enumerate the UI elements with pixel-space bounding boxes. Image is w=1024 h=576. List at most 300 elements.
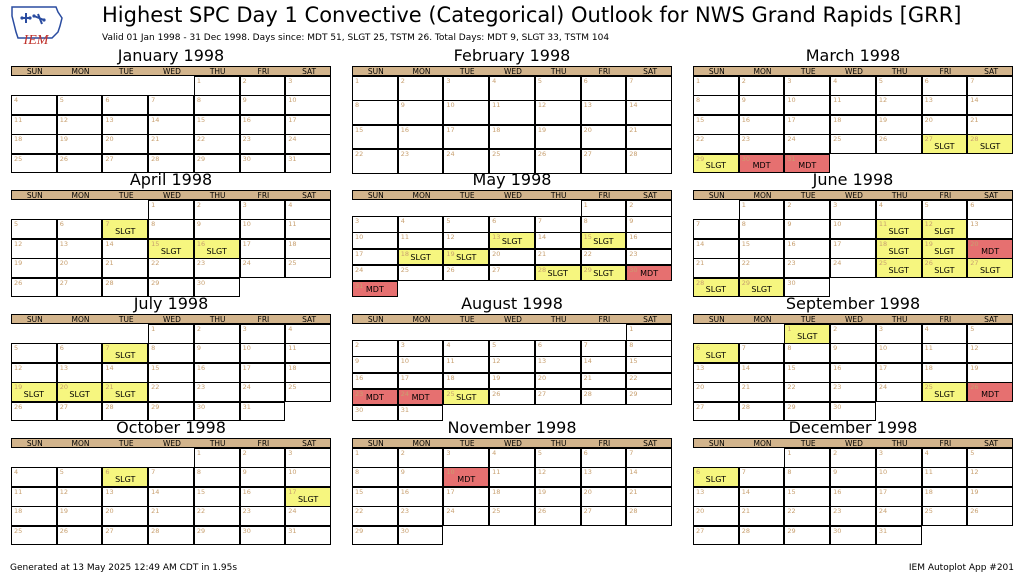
day-number: 3 bbox=[242, 201, 247, 209]
day-number: 7 bbox=[970, 77, 975, 85]
day-number: 16 bbox=[196, 239, 206, 248]
weekday-header bbox=[11, 190, 331, 200]
day-cell bbox=[489, 232, 535, 249]
day-number: 7 bbox=[741, 344, 746, 353]
day-number: 23 bbox=[400, 149, 409, 158]
day-cell bbox=[535, 487, 581, 507]
day-number: 15 bbox=[196, 487, 206, 496]
day-cell bbox=[11, 115, 57, 135]
day-number: 30 bbox=[242, 154, 251, 163]
day-number: 18 bbox=[924, 363, 933, 372]
day-number: 17 bbox=[446, 125, 455, 134]
day-number: 13 bbox=[59, 239, 68, 248]
weekday-label: THU bbox=[891, 439, 908, 448]
day-number: 11 bbox=[400, 233, 409, 242]
day-cell bbox=[11, 95, 57, 115]
day-cell bbox=[102, 487, 148, 507]
day-number: 13 bbox=[970, 220, 979, 229]
day-cell bbox=[626, 448, 672, 468]
day-number: 4 bbox=[492, 449, 497, 457]
day-number: 7 bbox=[151, 96, 156, 105]
day-number: 12 bbox=[970, 468, 979, 477]
day-cell bbox=[581, 149, 627, 174]
weekday-label: SAT bbox=[643, 191, 658, 200]
day-cell bbox=[489, 448, 535, 468]
weekday-label: SAT bbox=[302, 67, 317, 76]
day-cell bbox=[240, 115, 286, 135]
day-number: 2 bbox=[833, 325, 838, 333]
day-cell bbox=[626, 356, 672, 373]
weekday-label: TUE bbox=[800, 191, 816, 200]
day-number: 26 bbox=[970, 507, 979, 516]
day-number: 30 bbox=[355, 405, 364, 414]
outlook-label: MDT bbox=[640, 269, 659, 279]
day-cell bbox=[352, 526, 398, 546]
day-number: 22 bbox=[741, 259, 750, 268]
day-number: 23 bbox=[242, 507, 251, 516]
day-cell bbox=[489, 76, 535, 101]
day-number: 23 bbox=[741, 135, 750, 144]
outlook-label: SLGT bbox=[115, 227, 136, 237]
day-cell bbox=[830, 200, 876, 220]
day-number: 20 bbox=[696, 507, 705, 516]
generated-note: Generated at 13 May 2025 12:49 AM CDT in 1.95s bbox=[10, 563, 238, 573]
day-cell bbox=[626, 487, 672, 507]
day-number: 26 bbox=[970, 383, 979, 392]
day-cell bbox=[102, 382, 148, 402]
day-number: 15 bbox=[196, 115, 206, 124]
day-cell bbox=[581, 249, 627, 266]
day-number: 1 bbox=[696, 77, 701, 85]
day-number: 14 bbox=[537, 233, 547, 242]
day-cell bbox=[352, 448, 398, 468]
day-number: 21 bbox=[629, 487, 638, 496]
day-cell bbox=[967, 506, 1013, 526]
day-cell bbox=[967, 219, 1013, 239]
day-cell bbox=[876, 526, 922, 546]
day-cell bbox=[285, 115, 331, 135]
day-cell bbox=[967, 467, 1013, 487]
day-number: 18 bbox=[400, 249, 409, 258]
day-cell bbox=[57, 239, 103, 259]
weekday-label: THU bbox=[891, 315, 908, 324]
day-cell bbox=[535, 100, 581, 125]
day-number: 14 bbox=[105, 239, 114, 248]
day-cell bbox=[443, 467, 489, 487]
day-cell bbox=[535, 340, 581, 357]
day-number: 21 bbox=[537, 249, 547, 258]
day-number: 1 bbox=[151, 325, 156, 333]
day-number: 4 bbox=[924, 325, 929, 333]
day-cell bbox=[11, 258, 57, 278]
day-number: 27 bbox=[105, 154, 114, 163]
day-number: 4 bbox=[14, 468, 19, 477]
day-number: 1 bbox=[787, 449, 792, 457]
day-number: 20 bbox=[970, 239, 979, 248]
weekday-label: THU bbox=[209, 67, 226, 76]
day-number: 3 bbox=[878, 325, 883, 333]
outlook-label: SLGT bbox=[979, 266, 1001, 276]
day-number: 25 bbox=[924, 383, 933, 392]
day-cell bbox=[194, 526, 240, 546]
day-number: 16 bbox=[741, 115, 750, 124]
day-cell bbox=[285, 200, 331, 220]
day-cell bbox=[240, 95, 286, 115]
day-number: 10 bbox=[833, 220, 842, 229]
day-cell bbox=[581, 389, 627, 406]
weekday-label: THU bbox=[209, 315, 226, 324]
day-number: 15 bbox=[741, 239, 750, 248]
day-cell bbox=[922, 487, 968, 507]
weekday-label: SAT bbox=[302, 191, 317, 200]
day-cell bbox=[102, 506, 148, 526]
day-cell bbox=[739, 506, 785, 526]
day-cell bbox=[443, 389, 489, 406]
outlook-label: SLGT bbox=[705, 285, 727, 295]
day-cell bbox=[739, 76, 785, 96]
day-cell bbox=[57, 487, 103, 507]
day-cell bbox=[11, 382, 57, 402]
day-cell bbox=[693, 506, 739, 526]
day-number: 16 bbox=[355, 373, 364, 382]
day-number: 6 bbox=[492, 217, 497, 226]
weekday-header bbox=[693, 190, 1013, 200]
day-number: 10 bbox=[288, 468, 297, 477]
day-number: 12 bbox=[537, 101, 547, 110]
day-cell bbox=[784, 219, 830, 239]
day-cell bbox=[285, 76, 331, 96]
weekday-label: FRI bbox=[939, 315, 952, 324]
day-number: 6 bbox=[970, 201, 975, 209]
outlook-label: SLGT bbox=[934, 246, 955, 256]
day-cell bbox=[581, 265, 627, 282]
day-cell bbox=[102, 219, 148, 239]
outlook-label: MDT bbox=[752, 161, 771, 171]
day-cell bbox=[352, 125, 398, 150]
day-number: 26 bbox=[14, 402, 23, 411]
day-cell bbox=[922, 200, 968, 220]
day-number: 12 bbox=[14, 239, 23, 248]
day-cell bbox=[876, 448, 922, 468]
day-cell bbox=[194, 219, 240, 239]
weekday-header bbox=[352, 190, 672, 200]
day-cell bbox=[967, 448, 1013, 468]
day-number: 16 bbox=[629, 233, 638, 242]
day-number: 19 bbox=[537, 125, 547, 134]
day-number: 17 bbox=[833, 239, 842, 248]
day-number: 22 bbox=[787, 383, 796, 392]
outlook-label: SLGT bbox=[934, 266, 955, 276]
day-number: 6 bbox=[59, 220, 64, 229]
day-cell bbox=[876, 115, 922, 135]
day-number: 6 bbox=[583, 77, 588, 85]
day-cell bbox=[581, 125, 627, 150]
day-number: 4 bbox=[14, 96, 19, 105]
day-number: 18 bbox=[492, 487, 501, 496]
day-number: 20 bbox=[924, 115, 933, 124]
day-cell bbox=[398, 149, 444, 174]
day-cell bbox=[57, 258, 103, 278]
weekday-label: SUN bbox=[26, 191, 43, 200]
weekday-label: TUE bbox=[118, 315, 134, 324]
day-cell bbox=[398, 356, 444, 373]
day-number: 27 bbox=[492, 265, 501, 274]
weekday-label: MON bbox=[753, 67, 772, 76]
day-number: 11 bbox=[492, 101, 501, 110]
day-cell bbox=[240, 448, 286, 468]
weekday-label: WED bbox=[163, 191, 181, 200]
day-number: 8 bbox=[355, 468, 360, 477]
day-cell bbox=[194, 324, 240, 344]
day-number: 10 bbox=[878, 468, 888, 477]
day-number: 13 bbox=[696, 487, 705, 496]
day-number: 13 bbox=[105, 115, 114, 124]
day-number: 2 bbox=[242, 449, 247, 457]
day-number: 18 bbox=[14, 507, 23, 516]
outlook-label: SLGT bbox=[797, 331, 818, 341]
weekday-label: TUE bbox=[118, 67, 134, 76]
day-cell bbox=[876, 76, 922, 96]
day-number: 21 bbox=[970, 115, 979, 124]
day-number: 28 bbox=[151, 154, 160, 163]
day-cell bbox=[535, 467, 581, 487]
day-number: 30 bbox=[400, 526, 409, 535]
day-number: 5 bbox=[970, 325, 975, 333]
day-number: 4 bbox=[400, 217, 405, 226]
day-number: 28 bbox=[741, 526, 750, 535]
day-number: 19 bbox=[492, 373, 501, 382]
day-cell bbox=[443, 216, 489, 233]
day-number: 4 bbox=[492, 77, 497, 85]
day-cell bbox=[194, 134, 240, 154]
day-number: 22 bbox=[151, 259, 160, 268]
day-number: 2 bbox=[355, 341, 360, 350]
day-cell bbox=[784, 506, 830, 526]
day-cell bbox=[626, 200, 672, 217]
weekday-label: SAT bbox=[984, 67, 999, 76]
day-number: 21 bbox=[741, 383, 750, 392]
day-cell bbox=[626, 506, 672, 526]
day-number: 27 bbox=[59, 278, 68, 287]
day-number: 25 bbox=[14, 526, 23, 535]
day-cell bbox=[581, 373, 627, 390]
day-cell bbox=[922, 95, 968, 115]
day-number: 24 bbox=[878, 507, 888, 516]
outlook-label: SLGT bbox=[705, 351, 727, 361]
weekday-label: THU bbox=[209, 191, 226, 200]
day-cell bbox=[784, 324, 830, 344]
day-cell bbox=[240, 324, 286, 344]
day-cell bbox=[922, 363, 968, 383]
day-cell bbox=[443, 373, 489, 390]
day-cell bbox=[784, 258, 830, 278]
day-cell bbox=[194, 487, 240, 507]
day-number: 7 bbox=[629, 77, 634, 85]
day-cell bbox=[443, 265, 489, 282]
day-cell bbox=[830, 219, 876, 239]
day-cell bbox=[240, 506, 286, 526]
day-number: 4 bbox=[878, 201, 883, 209]
weekday-label: WED bbox=[163, 439, 181, 448]
day-number: 17 bbox=[878, 487, 888, 496]
day-number: 14 bbox=[741, 363, 750, 372]
day-cell bbox=[693, 258, 739, 278]
day-cell bbox=[194, 363, 240, 383]
weekday-label: SUN bbox=[26, 67, 43, 76]
day-cell bbox=[967, 324, 1013, 344]
day-number: 10 bbox=[446, 468, 455, 477]
month-title: October 1998 bbox=[116, 418, 226, 437]
day-number: 12 bbox=[878, 96, 888, 105]
day-number: 30 bbox=[242, 526, 251, 535]
weekday-label: THU bbox=[891, 191, 908, 200]
day-number: 20 bbox=[696, 383, 705, 392]
day-cell bbox=[830, 258, 876, 278]
day-number: 11 bbox=[446, 357, 455, 366]
day-number: 3 bbox=[355, 217, 360, 226]
day-cell bbox=[57, 363, 103, 383]
day-cell bbox=[830, 95, 876, 115]
day-number: 1 bbox=[151, 201, 156, 209]
day-cell bbox=[148, 363, 194, 383]
day-number: 21 bbox=[105, 259, 114, 268]
day-number: 24 bbox=[242, 259, 251, 268]
day-cell bbox=[285, 448, 331, 468]
day-number: 25 bbox=[492, 149, 501, 158]
day-cell bbox=[240, 258, 286, 278]
day-cell bbox=[11, 363, 57, 383]
day-number: 2 bbox=[242, 77, 247, 85]
weekday-label: WED bbox=[845, 439, 863, 448]
weekday-label: SAT bbox=[984, 315, 999, 324]
day-number: 29 bbox=[151, 278, 160, 287]
day-cell bbox=[967, 200, 1013, 220]
day-cell bbox=[148, 115, 194, 135]
day-number: 25 bbox=[878, 259, 888, 268]
day-number: 3 bbox=[446, 449, 451, 457]
day-cell bbox=[626, 389, 672, 406]
day-cell bbox=[830, 76, 876, 96]
day-number: 15 bbox=[151, 239, 160, 248]
day-cell bbox=[922, 76, 968, 96]
day-cell bbox=[148, 258, 194, 278]
day-cell bbox=[11, 219, 57, 239]
day-cell bbox=[11, 506, 57, 526]
day-number: 12 bbox=[59, 115, 68, 124]
weekday-label: FRI bbox=[257, 315, 270, 324]
weekday-label: THU bbox=[209, 439, 226, 448]
day-cell bbox=[443, 249, 489, 266]
day-cell bbox=[830, 343, 876, 363]
day-cell bbox=[148, 506, 194, 526]
day-cell bbox=[489, 125, 535, 150]
day-number: 9 bbox=[787, 220, 792, 229]
iem-logo-graphic bbox=[8, 4, 64, 48]
day-number: 18 bbox=[446, 373, 455, 382]
weekday-label: MON bbox=[71, 315, 90, 324]
day-cell bbox=[102, 115, 148, 135]
day-cell bbox=[489, 506, 535, 526]
day-number: 14 bbox=[151, 115, 160, 124]
day-cell bbox=[240, 343, 286, 363]
outlook-label: SLGT bbox=[115, 390, 136, 400]
day-number: 6 bbox=[696, 344, 701, 353]
day-number: 11 bbox=[14, 487, 23, 496]
weekday-header bbox=[352, 314, 672, 324]
day-number: 27 bbox=[924, 135, 933, 144]
outlook-label: SLGT bbox=[934, 142, 955, 152]
day-number: 26 bbox=[878, 135, 888, 144]
day-number: 3 bbox=[878, 449, 883, 457]
day-number: 4 bbox=[833, 77, 838, 85]
day-cell bbox=[352, 487, 398, 507]
day-number: 27 bbox=[537, 389, 547, 398]
day-number: 1 bbox=[196, 449, 201, 457]
day-number: 12 bbox=[446, 233, 455, 242]
day-number: 7 bbox=[741, 468, 746, 477]
day-number: 13 bbox=[696, 363, 705, 372]
day-cell bbox=[489, 389, 535, 406]
day-cell bbox=[967, 95, 1013, 115]
day-number: 5 bbox=[924, 201, 929, 209]
day-number: 27 bbox=[696, 526, 705, 535]
day-cell bbox=[194, 343, 240, 363]
weekday-label: SUN bbox=[367, 439, 384, 448]
day-number: 12 bbox=[537, 468, 547, 477]
day-cell bbox=[352, 389, 398, 406]
day-number: 18 bbox=[833, 115, 842, 124]
day-number: 26 bbox=[492, 389, 501, 398]
day-cell bbox=[352, 232, 398, 249]
day-number: 9 bbox=[400, 468, 405, 477]
day-cell bbox=[626, 373, 672, 390]
day-cell bbox=[967, 239, 1013, 259]
day-cell bbox=[240, 134, 286, 154]
day-cell bbox=[876, 343, 922, 363]
day-cell bbox=[581, 232, 627, 249]
day-cell bbox=[830, 324, 876, 344]
day-number: 12 bbox=[924, 220, 933, 229]
day-cell bbox=[194, 467, 240, 487]
month-title: April 1998 bbox=[129, 170, 213, 189]
outlook-label: SLGT bbox=[888, 227, 909, 237]
day-cell bbox=[535, 249, 581, 266]
day-cell bbox=[626, 125, 672, 150]
day-number: 26 bbox=[924, 259, 933, 268]
day-number: 20 bbox=[492, 249, 501, 258]
day-cell bbox=[922, 115, 968, 135]
weekday-label: WED bbox=[504, 67, 522, 76]
day-cell bbox=[489, 356, 535, 373]
weekday-label: FRI bbox=[598, 191, 611, 200]
day-cell bbox=[148, 95, 194, 115]
month-title: August 1998 bbox=[461, 294, 563, 313]
day-number: 5 bbox=[492, 341, 497, 350]
day-number: 9 bbox=[242, 468, 247, 477]
day-number: 26 bbox=[59, 526, 68, 535]
day-number: 19 bbox=[537, 487, 547, 496]
day-number: 8 bbox=[151, 344, 156, 353]
day-cell bbox=[535, 389, 581, 406]
day-number: 9 bbox=[196, 344, 201, 353]
day-cell bbox=[739, 134, 785, 154]
day-cell bbox=[398, 389, 444, 406]
month-title: November 1998 bbox=[447, 418, 577, 437]
day-cell bbox=[535, 373, 581, 390]
day-number: 28 bbox=[105, 278, 114, 287]
day-cell bbox=[194, 95, 240, 115]
day-number: 29 bbox=[787, 402, 796, 411]
